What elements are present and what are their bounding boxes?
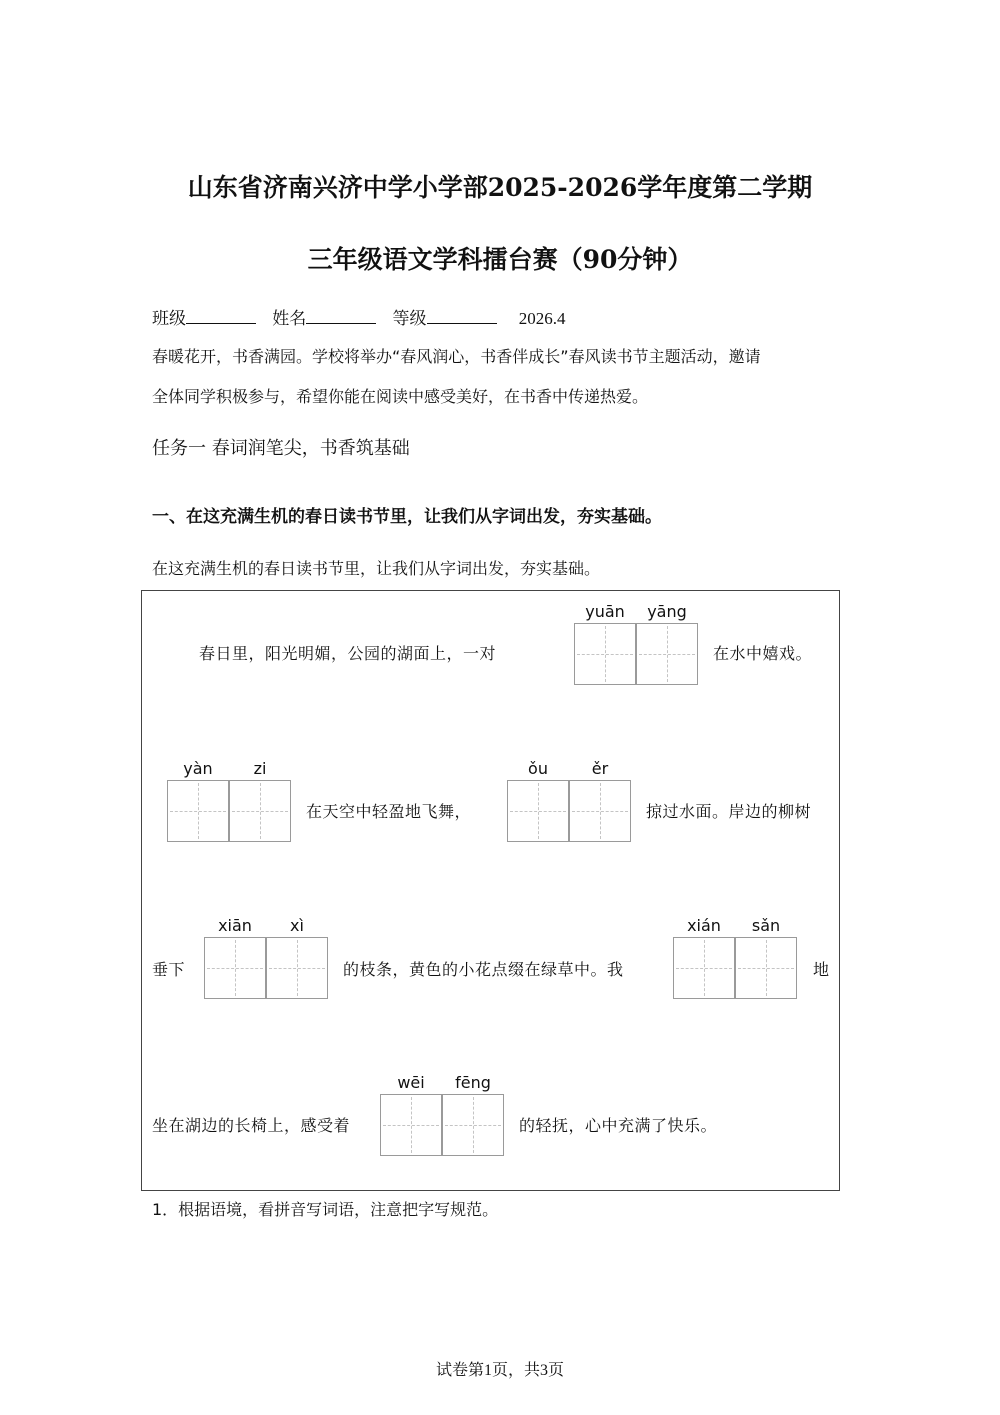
pinyin-label: yāng xyxy=(647,602,687,621)
passage-row3-after: 地 xyxy=(813,960,830,979)
grade-label: 等级 xyxy=(392,309,427,328)
section-subheading: 在这充满生机的春日读书节里，让我们从字词出发，夯实基础。 xyxy=(152,559,601,578)
passage-row2-mid: 在天空中轻盈地飞舞， xyxy=(306,802,472,821)
passage-row1-before: 春日里，阳光明媚，公园的湖面上，一对 xyxy=(199,644,497,663)
writing-cell[interactable] xyxy=(735,937,797,999)
passage-row3-mid: 的枝条，黄色的小花点缀在绿草中。我 xyxy=(343,960,624,979)
intro-line-1: 春暖花开，书香满园。学校将举办“春风润心，书香伴成长”春风读书节主题活动，邀请 xyxy=(152,347,761,366)
writing-cell[interactable] xyxy=(442,1094,504,1156)
exam-title-line2: 三年级语文学科擂台赛（90分钟） xyxy=(307,245,693,274)
passage-row4-before: 坐在湖边的长椅上，感受着 xyxy=(152,1116,351,1135)
name-blank[interactable] xyxy=(306,309,376,324)
section-heading: 一、在这充满生机的春日读书节里，让我们从字词出发，夯实基础。 xyxy=(152,507,662,527)
pinyin-label: xì xyxy=(290,916,304,935)
pinyin-label: xián xyxy=(687,916,721,935)
pinyin-label: fēng xyxy=(455,1073,491,1092)
intro-line-2: 全体同学积极参与，希望你能在阅读中感受美好，在书香中传递热爱。 xyxy=(152,387,649,406)
writing-cell[interactable] xyxy=(266,937,328,999)
pinyin-label: wēi xyxy=(397,1073,425,1092)
writing-cell[interactable] xyxy=(574,623,636,685)
pinyin-label: sǎn xyxy=(751,916,781,935)
name-label: 姓名 xyxy=(272,309,307,328)
writing-cell[interactable] xyxy=(636,623,698,685)
pinyin-label: xiān xyxy=(218,916,252,935)
pinyin-label: ǒu xyxy=(528,759,548,778)
question-1-prompt: 1．根据语境，看拼音写词语，注意把字写规范。 xyxy=(152,1200,499,1219)
passage-row1-after: 在水中嬉戏。 xyxy=(713,644,813,663)
passage-row4-after: 的轻抚，心中充满了快乐。 xyxy=(519,1116,718,1135)
passage-row3-before: 垂下 xyxy=(152,960,186,979)
student-info-line xyxy=(152,304,566,329)
writing-cell[interactable] xyxy=(380,1094,442,1156)
class-label: 班级 xyxy=(152,309,186,328)
pinyin-label: ěr xyxy=(591,759,609,778)
writing-cell[interactable] xyxy=(673,937,735,999)
passage-row2-after: 掠过水面。岸边的柳树 xyxy=(646,802,812,821)
class-blank[interactable] xyxy=(186,309,256,324)
task-title: 任务一 春词润笔尖，书香筑基础 xyxy=(152,438,410,459)
exam-date: 2026.4 xyxy=(518,309,566,328)
pinyin-label: zi xyxy=(253,759,267,778)
writing-cell[interactable] xyxy=(507,780,569,842)
exam-title-line1: 山东省济南兴济中学小学部2025-2026学年度第二学期 xyxy=(187,173,813,202)
pinyin-label: yàn xyxy=(183,759,213,778)
passage-frame xyxy=(141,590,840,1191)
writing-cell[interactable] xyxy=(569,780,631,842)
page-footer: 试卷第1页，共3页 xyxy=(435,1362,564,1379)
writing-cell[interactable] xyxy=(204,937,266,999)
writing-cell[interactable] xyxy=(167,780,229,842)
writing-cell[interactable] xyxy=(229,780,291,842)
grade-blank[interactable] xyxy=(427,309,497,324)
pinyin-label: yuān xyxy=(585,602,625,621)
